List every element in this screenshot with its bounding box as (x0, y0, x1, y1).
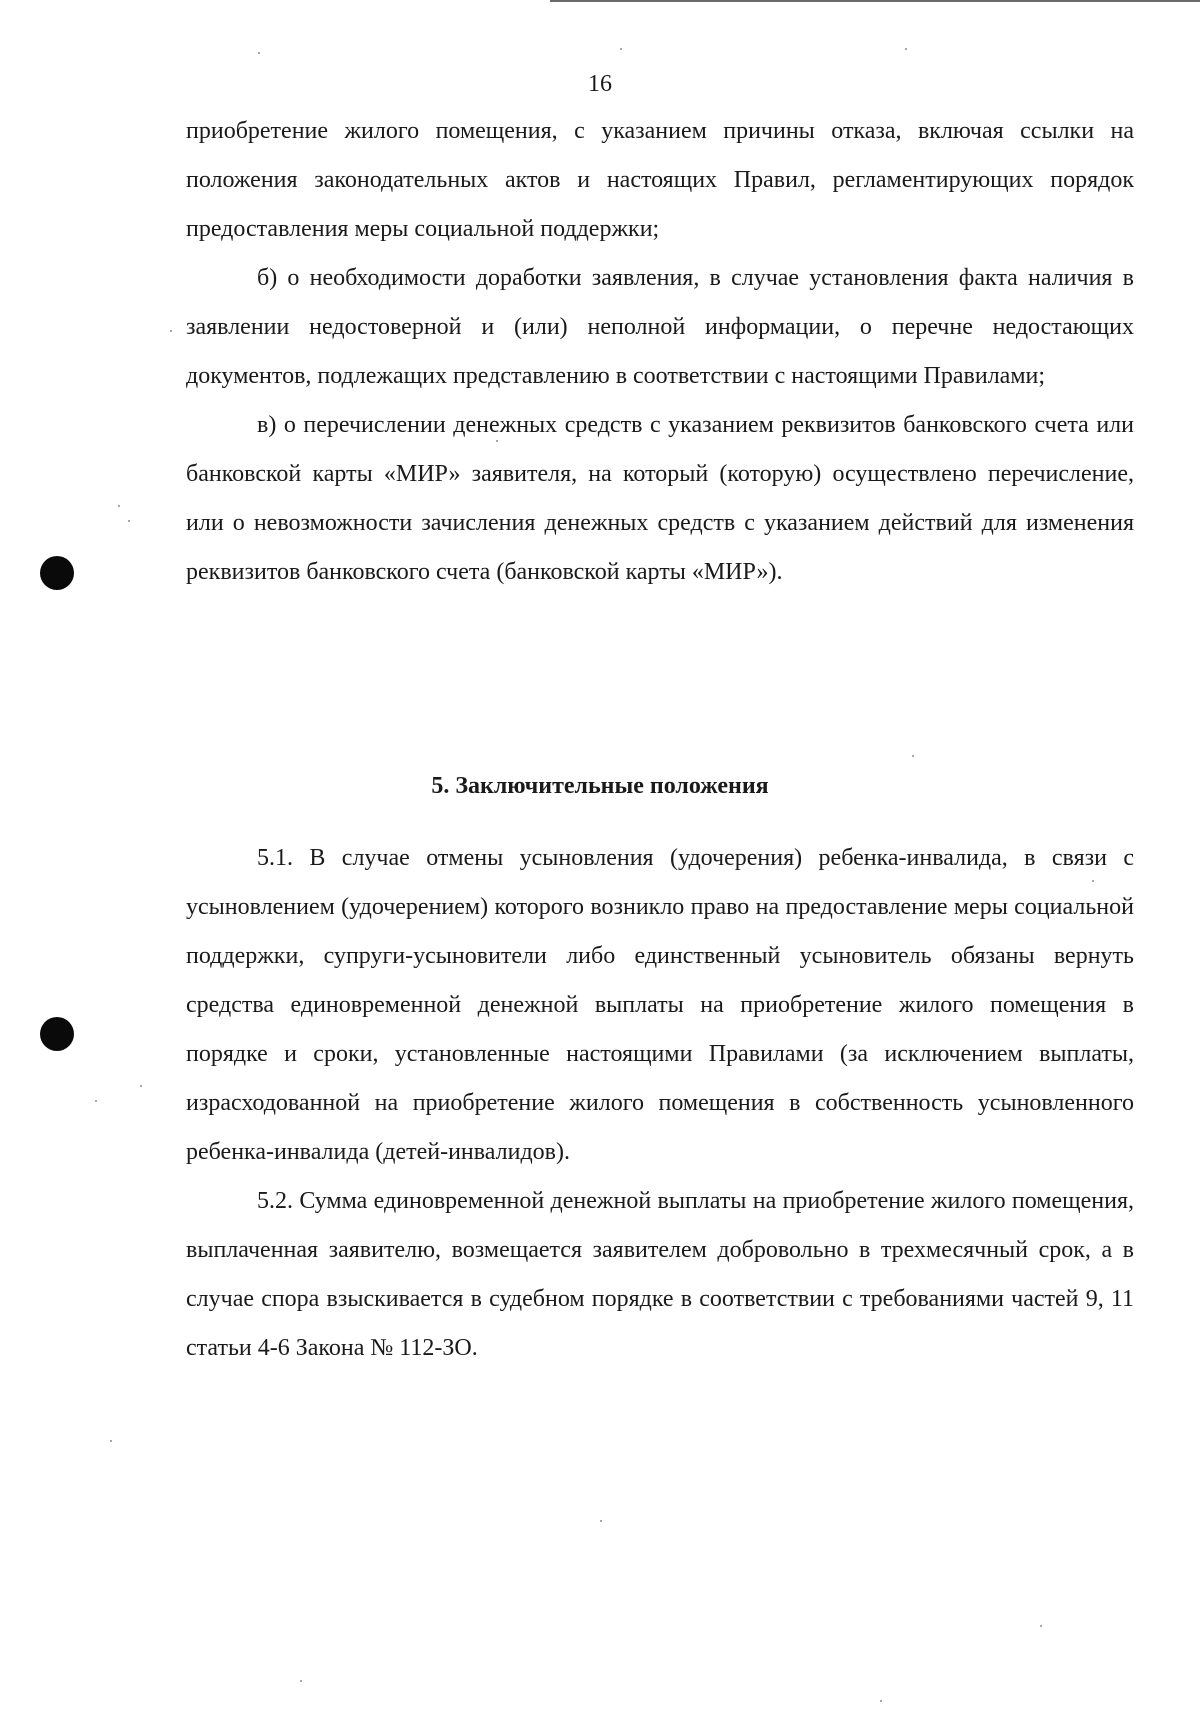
scan-speck (880, 1700, 882, 1702)
scan-speck (600, 1520, 602, 1522)
paragraph-item-b: б) о необходимости доработки заявления, в случае установления факта наличия в заявлении недостоверной и (или) неполной информации, о перечне недостающих документов, подлежащих представлению в соответствии с настоящими Правилами; (186, 265, 1134, 389)
scan-speck (170, 330, 172, 332)
scan-speck (912, 755, 914, 757)
body-text-block-bottom (186, 834, 1134, 1373)
scan-top-edge-line (550, 0, 1200, 2)
scan-speck (118, 505, 120, 507)
scan-speck (1040, 1625, 1042, 1627)
body-text-block-top (186, 107, 1134, 597)
scan-speck (95, 1100, 97, 1102)
scan-speck (258, 52, 260, 54)
paragraph-5-1: 5.1. В случае отмены усыновления (удочерения) ребенка-инвалида, в связи с усыновлением (удочерением) которого возникло право на предоставление меры социальной поддержки, супруги-усыновители либо единственный усыновитель обязаны вернуть средства единовременной денежной выплаты на приобретение жилого помещения в порядке и сроки, установленные настоящими Правилами (за исключением выплаты, израсходованной на приобретение жилого помещения в собственность усыновленного ребенка-инвалида (детей-инвалидов). (186, 845, 1134, 1165)
section-heading: 5. Заключительные положения (431, 773, 769, 799)
punch-hole-lower (40, 1017, 74, 1051)
punch-hole-upper (40, 556, 74, 590)
scan-speck (300, 1680, 302, 1682)
scan-speck (110, 1440, 112, 1442)
scan-speck (905, 48, 907, 50)
paragraph-continuation: приобретение жилого помещения, с указанием причины отказа, включая ссылки на положения законодательных актов и настоящих Правил, регламентирующих порядок предоставления меры социальной поддержки; (186, 118, 1134, 242)
scan-speck (620, 48, 622, 50)
scan-speck (128, 520, 130, 522)
page-number: 16 (588, 71, 612, 97)
scan-speck (140, 1085, 142, 1087)
paragraph-item-v: в) о перечислении денежных средств с указанием реквизитов банковского счета или банковской карты «МИР» заявителя, на который (которую) осуществлено перечисление, или о невозможности зачисления денежных средств с указанием действий для изменения реквизитов банковского счета (банковской карты «МИР»). (186, 412, 1134, 585)
paragraph-5-2: 5.2. Сумма единовременной денежной выплаты на приобретение жилого помещения, выплаченная заявителю, возмещается заявителем добровольно в трехмесячный срок, а в случае спора взыскивается в судебном порядке в соответствии с требованиями частей 9, 11 статьи 4-6 Закона № 112-ЗО. (186, 1188, 1134, 1361)
